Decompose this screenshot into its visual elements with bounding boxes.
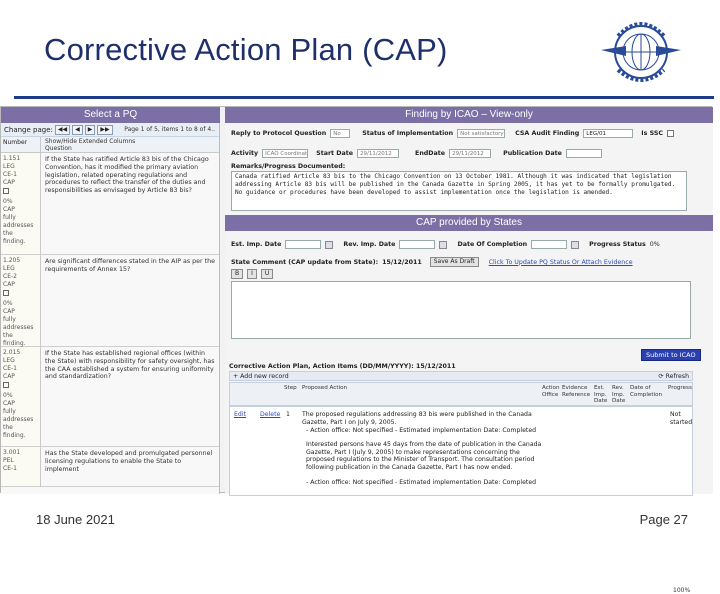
next-page-button[interactable]: ▶ [85,125,96,135]
pq-row[interactable] [1,347,219,447]
action-item-row [229,406,693,496]
pq-number-cell: 3.001 PEL CE-1 [1,447,41,486]
status-field: Not satisfactory [457,129,505,138]
zoom-level[interactable]: 100% [673,587,691,594]
icao-logo-icon [596,6,686,92]
page-info: Page 1 of 5, items 1 to 8 of 4.. [124,126,215,133]
completion-header: Date of Completion [630,385,663,398]
completion-date-label: Date Of Completion [457,241,528,248]
edit-link[interactable]: Edit [234,411,246,418]
state-comment-row [231,257,633,267]
finding-row-2 [231,149,602,158]
slide-date: 18 June 2021 [36,512,115,527]
pq-column-headers [1,137,219,153]
start-date-label: Start Date [316,150,354,157]
pq-question-text: If the State has ratified Article 83 bis of the Chicago Convention, has it modified the primary aviation legislation, related operating regulations and procedures to reflect the transfer of the duties and responsibilities as envisaged by Article 83 bis? [45,156,209,195]
finding-row-1 [231,129,674,138]
est-imp-date-label: Est. Imp. Date [231,241,282,248]
pq-checkbox[interactable] [3,188,9,194]
action-plan-title: Corrective Action Plan, Action Items (DD/MM/YYYY): 15/12/2011 [229,363,456,370]
state-comment-editor[interactable] [231,281,691,339]
activity-field: ICAO Coordinat [262,149,308,158]
proposed-action-text: Interested persons have 45 days from the date of publication in the Canada Gazette, Part I (July 9, 2005) to make representations concerning the proposed regulations to the Minister of Transport. The consultation period following publication in the Canada Gazette, Part I has now ended. [306,441,542,471]
pq-question-text: Are significant differences stated in the AIP as per the requirements of Annex 15? [45,258,215,273]
pq-row[interactable] [1,255,219,347]
action-plan-toolbar [229,371,693,381]
evidence-header: Evidence Reference [562,385,591,398]
first-page-button[interactable]: ◀◀ [55,125,70,135]
pq-row[interactable] [1,447,219,487]
pq-number-cell: 2.015 LEG CE-1 CAP 0% CAP fully addresses the finding. [1,347,41,446]
band-finding: Finding by ICAO – View-only [225,107,713,123]
save-as-draft-button[interactable]: Save As Draft [430,257,479,267]
pq-row[interactable] [1,153,219,255]
rev-imp-date-field[interactable] [399,240,435,249]
prev-page-button[interactable]: ◀ [72,125,83,135]
completion-date-field[interactable] [531,240,567,249]
editor-toolbar [231,269,273,279]
step-number: 1 [286,411,290,418]
show-hide-columns-link[interactable]: Show/Hide Extended Columns [45,138,136,145]
publication-date-field [566,149,602,158]
pq-list-panel [1,123,220,494]
calendar-icon[interactable] [439,241,447,249]
slide-title: Corrective Action Plan (CAP) [44,32,448,67]
reply-label: Reply to Protocol Question [231,130,327,137]
progress-value: Not started [670,411,693,426]
submit-to-icao-button[interactable]: Submit to ICAO [641,349,701,361]
bold-button[interactable]: B [231,269,243,279]
end-date-label: EndDate [415,150,446,157]
update-status-link[interactable]: Click To Update PQ Status Or Attach Evidence [488,258,633,266]
activity-label: Activity [231,150,259,157]
reply-field: No [330,129,350,138]
remarks-label-row [231,163,345,170]
status-label: Status of Implementation [362,130,454,137]
action-plan-headers [229,382,693,406]
state-comment-label: State Comment (CAP update from State): [231,258,379,266]
number-header: Number [1,137,41,152]
est-imp-date-field[interactable] [285,240,321,249]
proposed-action-text: The proposed regulations addressing 83 bis were published in the Canada Gazette, Part I on July 9, 2005. [302,411,532,426]
proposed-action-header: Proposed Action [302,385,348,391]
delete-link[interactable]: Delete [260,411,281,418]
publication-date-label: Publication Date [503,150,562,157]
calendar-icon[interactable] [571,241,579,249]
band-select-pq: Select a PQ [1,107,220,123]
slide-page-number: Page 27 [639,512,688,527]
remarks-label: Remarks/Progress Documented: [231,163,346,170]
end-date-field: 29/11/2012 [449,149,491,158]
cap-dates-row [231,240,660,249]
start-date-field: 29/11/2012 [357,149,399,158]
est-date-header: Est. Imp. Date [594,385,608,404]
pq-checkbox[interactable] [3,290,9,296]
step-header: Step [284,385,297,391]
action-office-note: - Action office: Not specified - Estimated implementation Date: Completed [306,479,537,486]
pq-question-text: If the State has established regional offices (within the State) with responsibility for safety oversight, has the CAA established a system for ensuring uniformity and standardization? [45,350,215,381]
progress-header: Progress [668,385,692,391]
pager [1,123,219,137]
question-header: Question [45,145,72,152]
ssc-checkbox [667,130,674,137]
csa-label: CSA Audit Finding [515,130,580,137]
remarks-text: Canada ratified Article 83 bis to the Chicago Convention on 13 October 1981. Although it was indicated that legislation addressing Article 83 bis will be published in the Canada Gazette in Spring 2005, it has yet to be formally promulgated. No guidance or procedures have been developed to assist implementation once the legislation is amended. [231,171,687,211]
pq-question-text: Has the State developed and promulgated personnel licensing regulations to enable the State to implement [45,450,213,473]
title-rule [14,96,714,99]
pq-number-cell: 1.151 LEG CE-1 CAP 0% CAP fully addresses the finding. [1,153,41,254]
state-comment-date: 15/12/2011 [382,258,422,266]
action-office-note: - Action office: Not specified - Estimated implementation Date: Completed [306,427,537,434]
change-page-label: Change page: [4,125,53,134]
ssc-label: Is SSC [641,130,663,137]
action-office-header: Action Office [542,385,560,398]
progress-status-value: 0% [649,241,660,248]
rev-date-header: Rev. Imp. Date [612,385,626,404]
finding-and-cap-panel [225,123,713,494]
calendar-icon[interactable] [325,241,333,249]
italic-button[interactable]: I [247,269,257,279]
progress-status-label: Progress Status [589,241,646,248]
last-page-button[interactable]: ▶▶ [97,125,112,135]
band-cap-provided: CAP provided by States [225,215,713,231]
pq-checkbox[interactable] [3,382,9,388]
pq-number-cell: 1.205 LEG CE-2 CAP 0% CAP fully addresses the finding. [1,255,41,346]
underline-button[interactable]: U [261,269,273,279]
add-new-record-button[interactable]: + Add new record [233,372,289,380]
refresh-button[interactable]: ⟳ Refresh [658,372,689,380]
csa-field: LEG/01 [583,129,633,138]
rev-imp-date-label: Rev. Imp. Date [343,241,396,248]
